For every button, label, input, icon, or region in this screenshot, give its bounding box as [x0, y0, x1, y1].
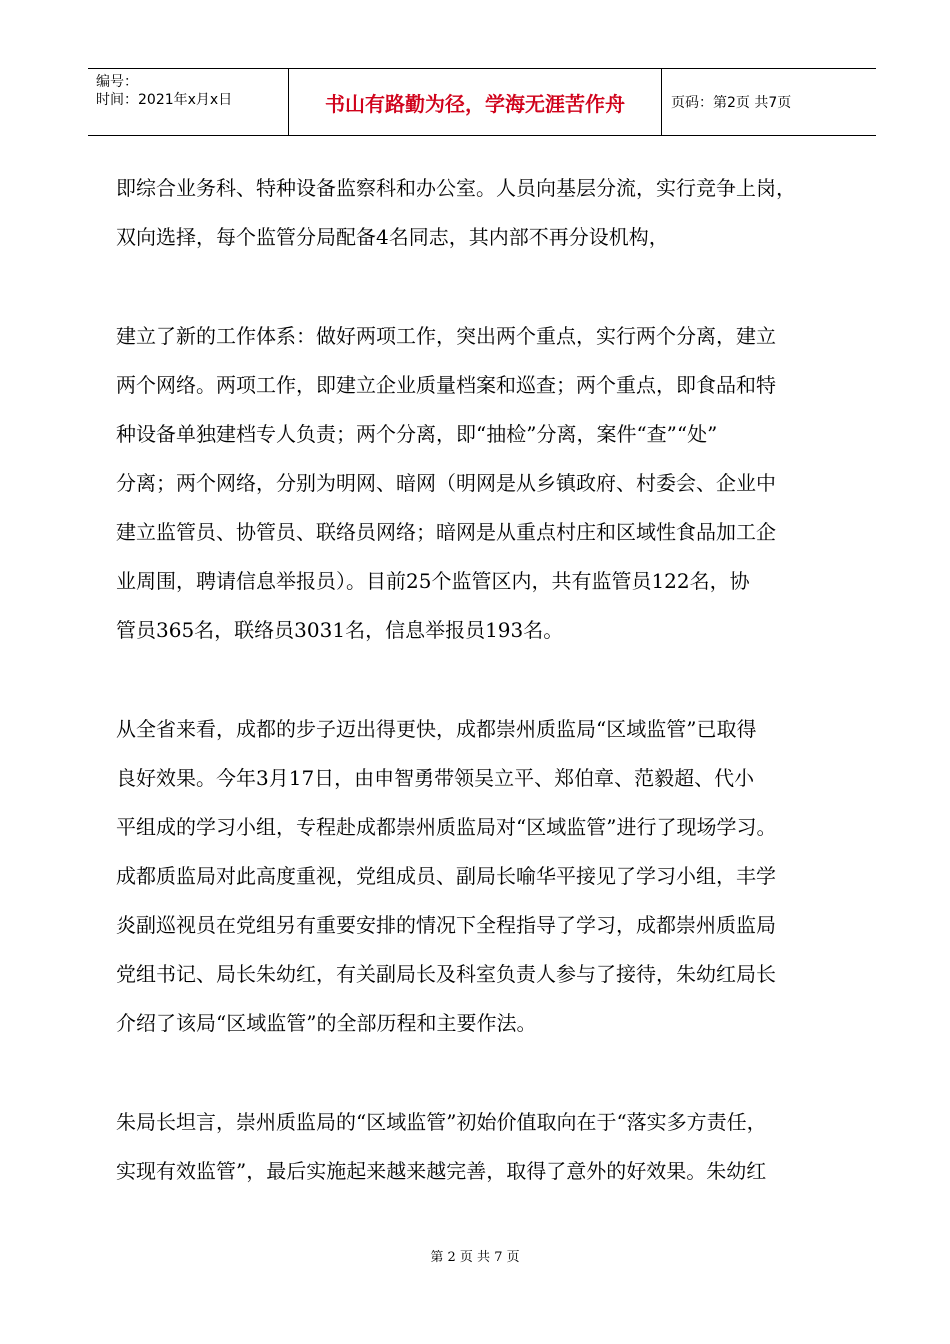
- text-line: 良好效果。今年3月17日，由申智勇带领吴立平、郑伯章、范毅超、代小: [116, 766, 755, 790]
- number-label: 编号：: [96, 74, 138, 90]
- text-line: 炎副巡视员在党组另有重要安排的情况下全程指导了学习，成都崇州质监局: [116, 913, 776, 937]
- document-header: [88, 68, 876, 136]
- text-line: 平组成的学习小组，专程赴成都崇州质监局对“区域监管”进行了现场学习。: [116, 815, 777, 839]
- text-line: 两个网络。两项工作，即建立企业质量档案和巡查；两个重点，即食品和特: [116, 373, 776, 397]
- header-divider: [661, 69, 662, 135]
- text-line: 双向选择，每个监管分局配备4名同志，其内部不再分设机构，: [116, 225, 669, 249]
- page-footer: 第 2 页 共 7 页: [430, 1250, 520, 1265]
- paragraph: [116, 164, 856, 262]
- text-line: 从全省来看，成都的步子迈出得更快，成都崇州质监局“区域监管”已取得: [116, 717, 757, 741]
- text-line: 朱局长坦言，崇州质监局的“区域监管”初始价值取向在于“落实多方责任，: [116, 1110, 767, 1134]
- text-line: 成都质监局对此高度重视，党组成员、副局长喻华平接见了学习小组，丰学: [116, 864, 776, 888]
- text-line: 即综合业务科、特种设备监察科和办公室。人员向基层分流，实行竞争上岗，: [116, 176, 796, 200]
- text-line: 建立监管员、协管员、联络员网络；暗网是从重点村庄和区域性食品加工企: [116, 520, 776, 544]
- text-line: 管员365名，联络员3031名，信息举报员193名。: [116, 618, 564, 642]
- time-label: 时间：2021年x月x日: [96, 92, 233, 108]
- text-line: 实现有效监管”，最后实施起来越来越完善，取得了意外的好效果。朱幼红: [116, 1159, 767, 1183]
- header-motto: 书山有路勤为径，学海无涯苦作舟: [325, 91, 625, 116]
- text-line: 分离；两个网络，分别为明网、暗网（明网是从乡镇政府、村委会、企业中: [116, 471, 776, 495]
- paragraph: [116, 312, 856, 655]
- paragraph: [116, 705, 856, 1048]
- text-line: 党组书记、局长朱幼红，有关副局长及科室负责人参与了接待，朱幼红局长: [116, 962, 776, 986]
- header-meta: [88, 69, 288, 135]
- document-body: [116, 164, 856, 1196]
- text-line: 建立了新的工作体系：做好两项工作，突出两个重点，实行两个分离，建立: [116, 324, 776, 348]
- paragraph: [116, 1098, 856, 1196]
- text-line: 种设备单独建档专人负责；两个分离，即“抽检”分离，案件“查”“处”: [116, 422, 718, 446]
- text-line: 介绍了该局“区域监管”的全部历程和主要作法。: [116, 1011, 537, 1035]
- text-line: 业周围，聘请信息举报员）。目前25个监管区内，共有监管员122名，协: [116, 569, 750, 593]
- header-page-info: 页码：第2页 共7页: [671, 95, 792, 111]
